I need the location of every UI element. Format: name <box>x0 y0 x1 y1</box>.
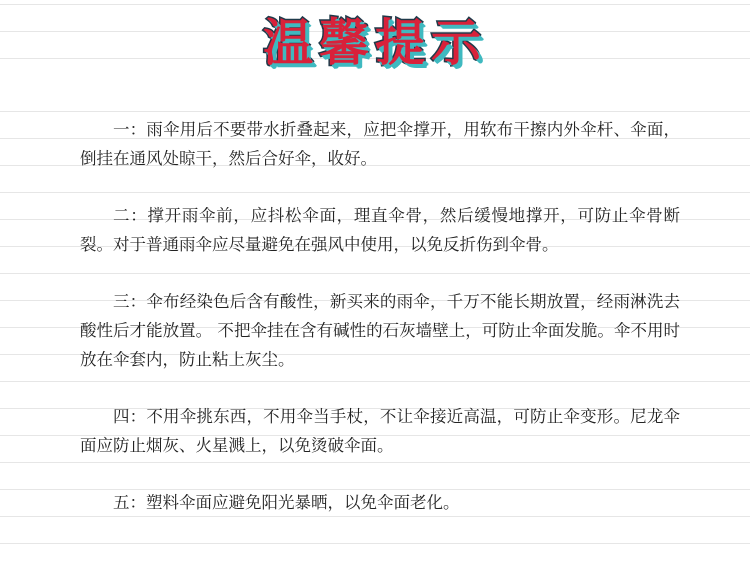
tip-paragraph: 四：不用伞挑东西，不用伞当手杖，不让伞接近高温，可防止伞变形。尼龙伞面应防止烟灰、火星溅上，以免烫破伞面。 <box>80 407 680 455</box>
tip-paragraph: 二：撑开雨伞前，应抖松伞面，理直伞骨，然后缓慢地撑开，可防止伞骨断裂。对于普通雨伞应尽量避免在强风中使用，以免反折伤到伞骨。 <box>80 206 680 254</box>
tip-paragraph: 一：雨伞用后不要带水折叠起来，应把伞撑开，用软布干擦内外伞杆、伞面，倒挂在通风处晾干，然后合好伞，收好。 <box>80 120 680 168</box>
page-title: 温馨提示 <box>263 14 487 72</box>
tip-paragraph: 三：伞布经染色后含有酸性，新买来的雨伞，千万不能长期放置，经雨淋洗去酸性后才能放置。 不把伞挂在含有碱性的石灰墙壁上，可防止伞面发脆。伞不用时放在伞套内，防止粘上灰尘。 <box>80 292 680 369</box>
tips-list <box>80 115 680 545</box>
tip-paragraph: 五：塑料伞面应避免阳光暴晒，以免伞面老化。 <box>113 493 460 512</box>
